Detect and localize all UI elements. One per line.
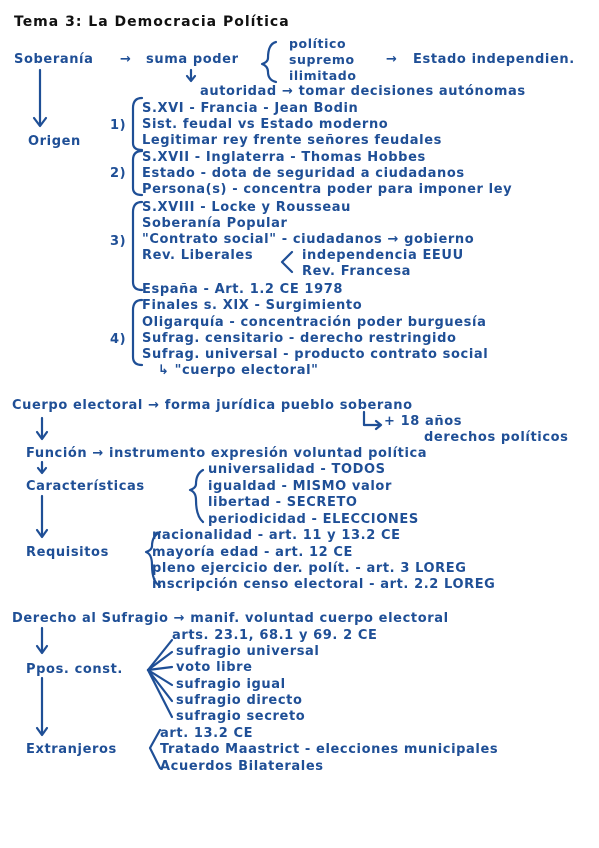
origen-line: Oligarquía - concentración poder burguesía	[142, 315, 487, 330]
origen-line: Rev. Liberales	[142, 248, 254, 263]
origen-line: "Contrato social" - ciudadanos → gobierno	[142, 232, 475, 247]
group-num: 3)	[110, 234, 127, 249]
suma-poder: suma poder	[146, 52, 239, 67]
origen-line: S.XVII - Inglaterra - Thomas Hobbes	[142, 150, 426, 165]
soberania-label: Soberanía	[14, 52, 94, 67]
req-item: pleno ejercicio der. polít. - art. 3 LOREG	[152, 561, 467, 576]
sufragio-arts: arts. 23.1, 68.1 y 69. 2 CE	[172, 628, 378, 643]
origen-line: España - Art. 1.2 CE 1978	[142, 282, 344, 297]
attr-ilimitado: ilimitado	[289, 68, 357, 83]
origen-line: Soberanía Popular	[142, 216, 288, 231]
caract-item: igualdad - MISMO valor	[208, 479, 392, 494]
ext-item: Acuerdos Bilaterales	[160, 759, 324, 774]
ppos-item: sufragio directo	[176, 693, 303, 708]
estado-independiente: Estado independien.	[413, 52, 575, 67]
origen-line: Persona(s) - concentra poder para imponer ley	[142, 182, 513, 197]
attr-supremo: supremo	[289, 52, 355, 67]
caract-item: universalidad - TODOS	[208, 462, 386, 477]
group-num: 4)	[110, 332, 127, 347]
caract-item: libertad - SECRETO	[208, 495, 358, 510]
ppos-item: sufragio igual	[176, 677, 286, 692]
origen-line: Sist. feudal vs Estado moderno	[142, 117, 389, 132]
sufragio-head: Derecho al Sufragio → manif. voluntad cuerpo electoral	[12, 611, 449, 626]
cuerpo-extra: derechos políticos	[424, 430, 569, 445]
caract-item: periodicidad - ELECCIONES	[208, 512, 419, 527]
ppos-item: voto libre	[176, 660, 253, 675]
origen-line: Finales s. XIX - Surgimiento	[142, 298, 363, 313]
extranjeros-label: Extranjeros	[26, 742, 117, 757]
origen-line: Estado - dota de seguridad a ciudadanos	[142, 166, 465, 181]
rev-item: independencia EEUU	[302, 248, 464, 263]
caracteristicas-label: Características	[26, 479, 145, 494]
origen-line: Legitimar rey frente señores feudales	[142, 133, 442, 148]
cuerpo-electoral-head: Cuerpo electoral → forma jurídica pueblo soberano	[12, 398, 413, 413]
ext-item: Tratado Maastrict - elecciones municipales	[160, 742, 499, 757]
ppos-const-label: Ppos. const.	[26, 662, 123, 677]
req-item: mayoría edad - art. 12 CE	[152, 545, 354, 560]
origen-line: Sufrag. censitario - derecho restringido	[142, 331, 457, 346]
autoridad-line: autoridad → tomar decisiones autónomas	[200, 84, 526, 99]
requisitos-label: Requisitos	[26, 545, 109, 560]
origen-line: ↳ "cuerpo electoral"	[158, 363, 319, 378]
page-title: Tema 3: La Democracia Política	[14, 14, 290, 30]
ppos-item: sufragio universal	[176, 644, 320, 659]
cuerpo-extra: + 18 años	[384, 414, 463, 429]
origen-line: Sufrag. universal - producto contrato social	[142, 347, 489, 362]
group-num: 2)	[110, 166, 127, 181]
req-item: nacionalidad - art. 11 y 13.2 CE	[152, 528, 401, 543]
funcion-line: Función → instrumento expresión voluntad política	[26, 446, 428, 461]
ppos-item: sufragio secreto	[176, 709, 306, 724]
group-num: 1)	[110, 118, 127, 133]
origen-line: S.XVI - Francia - Jean Bodin	[142, 101, 359, 116]
rev-item: Rev. Francesa	[302, 264, 412, 279]
origen-label: Origen	[28, 134, 81, 149]
art-13-2: art. 13.2 CE	[160, 726, 254, 741]
arrow-text: →	[386, 52, 398, 67]
arrow-text: →	[120, 52, 132, 67]
origen-line: S.XVIII - Locke y Rousseau	[142, 200, 352, 215]
req-item: inscripción censo electoral - art. 2.2 LOREG	[152, 577, 496, 592]
attr-politico: político	[289, 36, 347, 51]
